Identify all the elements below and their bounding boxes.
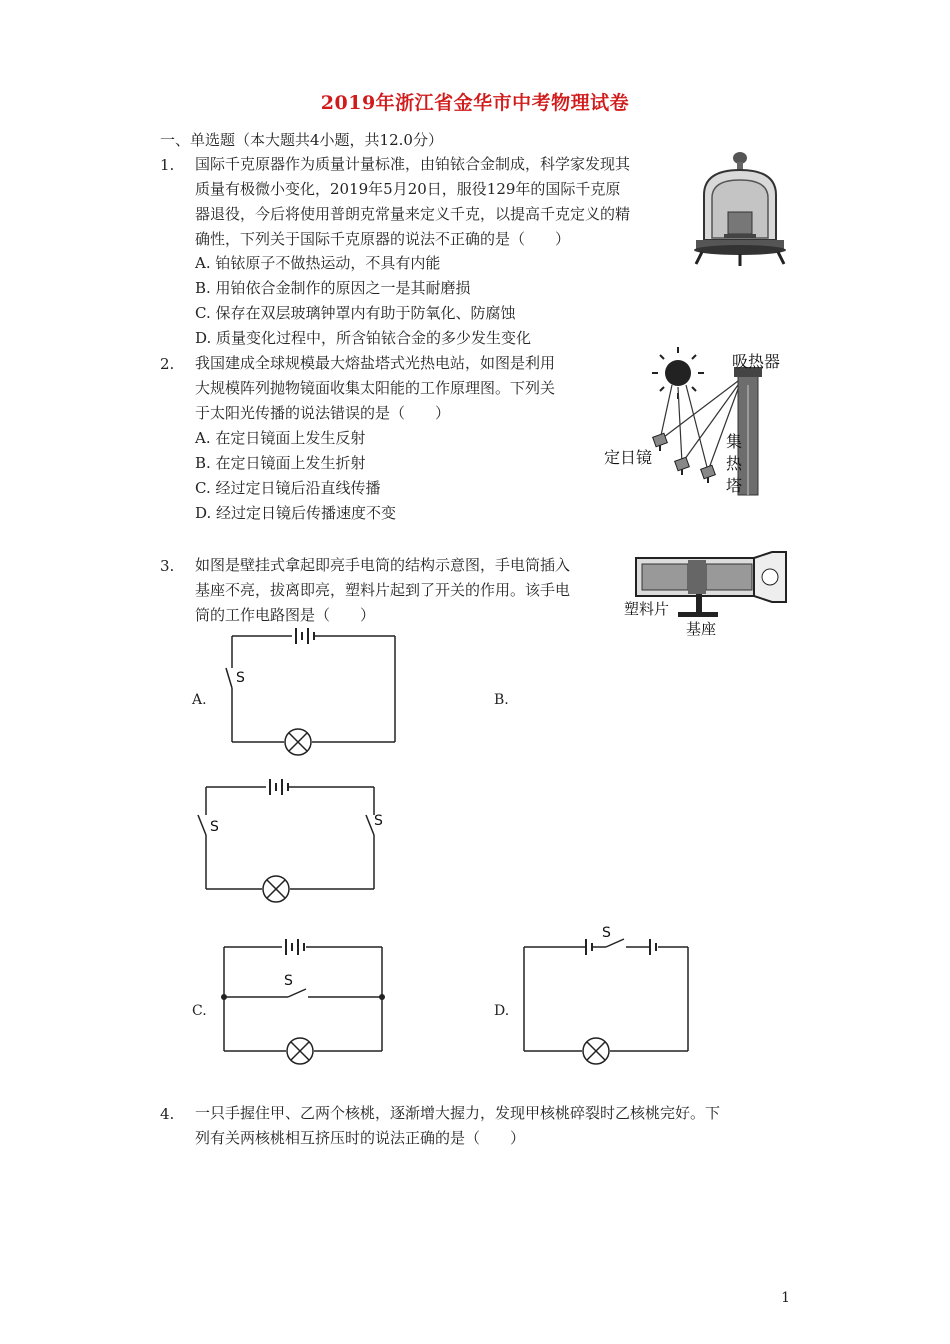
question-4-number: 4. — [160, 1105, 175, 1123]
question-3-line: 筒的工作电路图是（ ） — [195, 606, 376, 624]
question-1-line: 确性，下列关于国际千克原器的说法不正确的是（ ） — [195, 230, 571, 248]
switch-s-label: S — [210, 819, 219, 835]
question-2-number: 2. — [160, 355, 175, 373]
question-3-line: 如图是壁挂式拿起即亮手电筒的结构示意图，手电筒插入 — [195, 556, 571, 574]
kilogram-prototype-image — [690, 150, 790, 268]
switch-s-label: S — [374, 813, 383, 829]
section-header: 一、单选题（本大题共4小题，共12.0分） — [160, 131, 443, 149]
circuit-c-label: C. — [192, 1003, 207, 1019]
question-2-line: 大规模阵列抛物镜面收集太阳能的工作原理图。下列关 — [195, 379, 556, 397]
switch-s-label: S — [236, 670, 245, 686]
question-1-line: 国际千克原器作为质量计量标准，由铂铱合金制成，科学家发现其 — [195, 155, 631, 173]
question-1-stem — [195, 152, 630, 252]
absorber-label: 吸热器 — [732, 352, 781, 371]
q2-option-c: C. 经过定日镜后沿直线传播 — [195, 479, 381, 497]
question-3-stem — [195, 553, 570, 628]
page-number: 1 — [781, 1290, 790, 1306]
circuit-a-label: A. — [192, 692, 207, 708]
solar-tower-diagram — [600, 345, 795, 500]
circuit-b-diagram — [194, 773, 389, 913]
circuit-a-diagram — [220, 624, 405, 759]
switch-s-label: S — [284, 973, 293, 989]
tower-label-3: 塔 — [726, 476, 743, 495]
circuit-c-diagram — [216, 935, 391, 1065]
base-label: 基座 — [686, 620, 717, 638]
question-1-line: 质量有极微小变化，2019年5月20日，服役129年的国际千克原 — [195, 180, 621, 198]
q1-option-d: D. 质量变化过程中，所含铂铱合金的多少发生变化 — [195, 329, 532, 347]
q1-option-c: C. 保存在双层玻璃钟罩内有助于防氧化、防腐蚀 — [195, 304, 516, 322]
circuit-b-label: B. — [494, 692, 509, 708]
question-2-line: 于太阳光传播的说法错误的是（ ） — [195, 404, 451, 422]
q2-option-b: B. 在定日镜面上发生折射 — [195, 454, 366, 472]
question-3-number: 3. — [160, 557, 175, 575]
circuit-d-diagram — [516, 925, 696, 1065]
question-4-line: 列有关两核桃相互挤压时的说法正确的是（ ） — [195, 1129, 526, 1147]
circuit-d-label: D. — [494, 1003, 510, 1019]
tower-label-2: 热 — [726, 454, 743, 473]
question-1-line: 器退役，今后将使用普朗克常量来定义千克，以提高千克定义的精 — [195, 205, 631, 223]
q1-option-a: A. 铂铱原子不做热运动，不具有内能 — [195, 254, 441, 272]
plastic-label: 塑料片 — [624, 600, 670, 618]
question-1-options — [195, 251, 531, 351]
question-3-line: 基座不亮，拔离即亮，塑料片起到了开关的作用。该手电 — [195, 581, 571, 599]
question-1-number: 1. — [160, 156, 175, 174]
exam-title: 2019年浙江省金华市中考物理试卷 — [320, 92, 630, 114]
q2-option-d: D. 经过定日镜后传播速度不变 — [195, 504, 397, 522]
switch-s-label: S — [602, 925, 611, 941]
question-2-line: 我国建成全球规模最大熔盐塔式光热电站，如图是利用 — [195, 354, 556, 372]
question-4-stem — [195, 1101, 720, 1151]
question-4-line: 一只手握住甲、乙两个核桃，逐渐增大握力，发现甲核桃碎裂时乙核桃完好。下 — [195, 1104, 721, 1122]
q1-option-b: B. 用铂依合金制作的原因之一是其耐磨损 — [195, 279, 471, 297]
flashlight-diagram — [620, 548, 790, 638]
question-2-options — [195, 426, 396, 526]
tower-label-1: 集 — [726, 432, 743, 451]
mirror-label: 定日镜 — [604, 448, 653, 467]
question-2-stem — [195, 351, 555, 426]
q2-option-a: A. 在定日镜面上发生反射 — [195, 429, 366, 447]
